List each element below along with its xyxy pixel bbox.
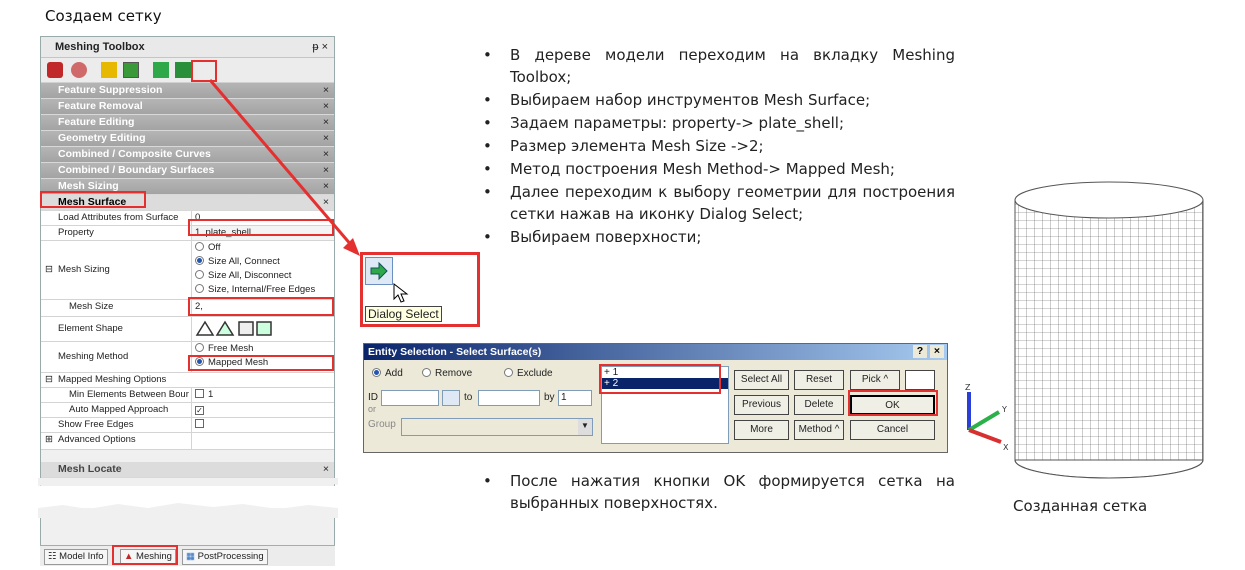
dialog-select-tooltip: Dialog Select xyxy=(365,306,442,322)
group-label: Group xyxy=(368,419,396,430)
method-button[interactable]: Method ^ xyxy=(794,420,844,440)
bullet-1: • В дереве модели переходим на вкладку Meshing Toolbox; xyxy=(510,44,955,88)
row-meshing-method: Meshing Method Free Mesh Mapped Mesh xyxy=(41,342,334,373)
section-mesh-sizing[interactable]: Mesh Sizing × xyxy=(41,179,334,195)
axis-z-label: Z xyxy=(965,383,971,392)
row-mesh-sizing: ⊟ Mesh Sizing Off Size All, Connect Size All, Disconnect Size, Internal/Free Edges xyxy=(41,241,334,300)
section-mesh-surface[interactable]: Mesh Surface × xyxy=(41,195,334,211)
auto-mapped-checkbox[interactable]: ✓ xyxy=(191,403,334,417)
option-free-mesh[interactable]: Free Mesh xyxy=(195,342,334,356)
bullet-3: • Задаем параметры: property-> plate_shell; xyxy=(510,112,955,134)
option-size-all-connect[interactable]: Size All, Connect xyxy=(195,255,334,269)
slide-title: Создаем сетку xyxy=(45,7,162,25)
dialog-select-zoom xyxy=(360,252,480,327)
row-element-shape: Element Shape xyxy=(41,317,334,342)
select-all-button[interactable]: Select All xyxy=(734,370,789,390)
pick-id-icon[interactable] xyxy=(442,390,460,406)
tab-postprocessing[interactable]: ▦ PostProcessing xyxy=(182,549,268,565)
list-item[interactable]: + 2 xyxy=(602,378,728,389)
row-auto-mapped: Auto Mapped Approach ✓ xyxy=(41,403,334,418)
tree-icon: ☷ xyxy=(48,551,60,562)
close-button[interactable]: × xyxy=(930,345,944,358)
id-label: ID xyxy=(368,392,378,403)
option-size-internal[interactable]: Size, Internal/Free Edges xyxy=(195,283,334,297)
mode-exclude[interactable]: Exclude xyxy=(504,368,553,379)
option-size-all-disconnect[interactable]: Size All, Disconnect xyxy=(195,269,334,283)
axis-x-label: X xyxy=(1003,443,1009,450)
more-button[interactable]: More xyxy=(734,420,789,440)
cursor-icon xyxy=(393,283,411,305)
bullet-4: • Размер элемента Mesh Size ->2; xyxy=(510,135,955,157)
tab-meshing[interactable]: ▲ Meshing xyxy=(120,549,176,565)
row-load-attributes: Load Attributes from Surface 0 xyxy=(41,211,334,226)
section-boundary-surfaces[interactable]: Combined / Boundary Surfaces × xyxy=(41,163,334,179)
bullet-5: • Метод построения Mesh Method-> Mapped Mesh; xyxy=(510,158,955,180)
row-advanced-options[interactable]: ⊞ Advanced Options xyxy=(41,433,334,450)
or-label: or xyxy=(368,404,377,414)
grid-icon: ▦ xyxy=(186,551,198,562)
panel-title: Meshing Toolbox xyxy=(55,41,145,53)
id-by-input[interactable]: 1 xyxy=(558,390,592,406)
highlight-meshing-tab xyxy=(112,545,178,565)
help-button[interactable]: ? xyxy=(913,345,927,358)
mesh-cylinder xyxy=(1010,180,1210,480)
row-min-elements: Min Elements Between Bour 1 xyxy=(41,388,334,403)
row-mesh-size: Mesh Size 2, xyxy=(41,300,334,317)
cancel-button[interactable]: Cancel xyxy=(850,420,935,440)
section-composite-curves[interactable]: Combined / Composite Curves × xyxy=(41,147,334,163)
section-geometry-editing[interactable]: Geometry Editing × xyxy=(41,131,334,147)
ok-button[interactable]: OK xyxy=(850,395,935,415)
free-edges-checkbox[interactable] xyxy=(191,418,334,432)
chevron-down-icon: ▼ xyxy=(578,419,592,435)
highlight-mapped-mesh xyxy=(188,355,334,371)
property-select[interactable]: 1..plate_shell xyxy=(191,226,334,240)
dialog-select-large-icon[interactable] xyxy=(365,257,393,285)
row-mapped-options[interactable]: ⊟ Mapped Meshing Options xyxy=(41,373,334,388)
dialog-title-bar: Entity Selection - Select Surface(s) ? × xyxy=(364,344,947,360)
row-property: Property 1..plate_shell xyxy=(41,226,334,241)
to-label: to xyxy=(464,392,473,403)
section-feature-editing[interactable]: Feature Editing × xyxy=(41,115,334,131)
pick-options-icon[interactable] xyxy=(905,370,935,390)
id-from-input[interactable] xyxy=(381,390,439,406)
highlight-mesh-size xyxy=(188,297,334,316)
result-note: • После нажатия кнопки OK формируется сетка на выбранных поверхностях. xyxy=(480,470,955,514)
section-mesh-locate[interactable]: Mesh Locate × xyxy=(41,462,334,478)
expand-icon[interactable]: ⊟ xyxy=(45,264,53,275)
previous-button[interactable]: Previous xyxy=(734,395,789,415)
element-shape-icon[interactable] xyxy=(195,320,285,336)
axis-y-label: Y xyxy=(1002,405,1007,414)
bullet-2: • Выбираем набор инструментов Mesh Surface; xyxy=(510,89,955,111)
section-feature-suppression[interactable]: Feature Suppression × xyxy=(41,83,334,99)
mode-remove[interactable]: Remove xyxy=(422,368,472,379)
mode-add[interactable]: Add xyxy=(372,368,403,379)
mesh-caption: Созданная сетка xyxy=(1013,497,1148,515)
bullet-6: • Далее переходим к выбору геометрии для построения сетки нажав на иконку Dialog Select; xyxy=(510,181,955,225)
instruction-list xyxy=(480,44,955,249)
id-to-input[interactable] xyxy=(478,390,540,406)
section-feature-removal[interactable]: Feature Removal × xyxy=(41,99,334,115)
list-item[interactable]: + 1 xyxy=(604,367,619,378)
highlight-list-items xyxy=(599,364,721,394)
row-show-free-edges: Show Free Edges xyxy=(41,418,334,433)
load-attributes-value[interactable]: 0 xyxy=(191,211,334,225)
pick-button[interactable]: Pick ^ xyxy=(850,370,900,390)
axis-triad-icon xyxy=(955,380,1015,450)
highlight-ok-button xyxy=(848,390,938,416)
option-off[interactable]: Off xyxy=(195,241,334,255)
mesh-size-input[interactable]: 2, xyxy=(191,300,334,316)
delete-button[interactable]: Delete xyxy=(794,395,844,415)
option-mapped-mesh[interactable]: Mapped Mesh xyxy=(195,356,334,370)
pin-close-icon[interactable]: ᵽ × xyxy=(312,41,328,53)
torn-edge xyxy=(38,478,338,518)
bullet-7: • Выбираем поверхности; xyxy=(510,226,955,248)
group-select[interactable] xyxy=(401,418,593,436)
mesh-icon: ▲ xyxy=(124,551,137,562)
reset-button[interactable]: Reset xyxy=(794,370,844,390)
tab-model-info[interactable]: ☷ Model Info xyxy=(44,549,108,565)
by-label: by xyxy=(544,392,555,403)
callout-arrow xyxy=(0,0,400,280)
bottom-tabs xyxy=(40,545,335,566)
